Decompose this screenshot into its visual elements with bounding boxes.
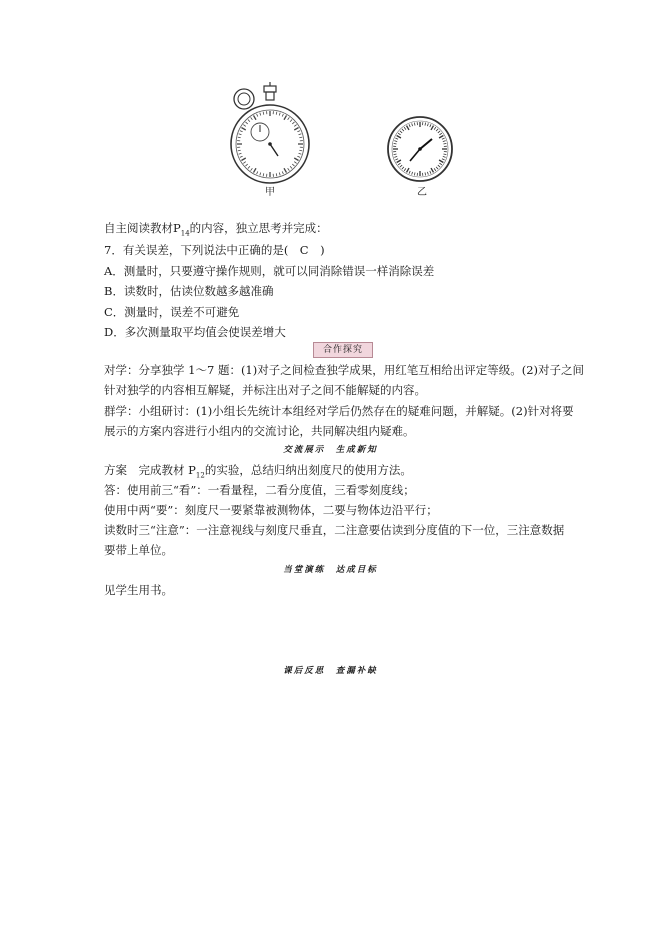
pair-study-line-2: 针对独学的内容相互解疑，并标注出对子之间不能解疑的内容。 <box>104 383 426 397</box>
option-d: D．多次测量取平均值会使误差增大 <box>104 325 286 339</box>
exchange-heading: 交流展示 生成新知 <box>283 445 378 455</box>
stopwatch-label: 甲 <box>265 187 275 198</box>
option-b: B．读数时，估读位数越多越准确 <box>104 284 274 298</box>
cooperative-badge: 合作探究 <box>313 342 373 358</box>
read-line-1: 读数时三“注意”：一注意视线与刻度尺垂直，二注意要估读到分度值的下一位，三注意数据 <box>104 523 565 537</box>
intro-text-b: 的内容，独立思考并完成： <box>189 221 328 235</box>
clock-figure <box>386 115 454 183</box>
clock-label: 乙 <box>417 187 427 198</box>
option-a: A．测量时，只要遵守操作规则，就可以同消除错误一样消除误差 <box>104 264 435 278</box>
plan-text-a: 方案 完成教材 P <box>104 463 196 477</box>
intro-subscript: 14 <box>180 229 190 238</box>
read-line-2: 要带上单位。 <box>104 543 173 557</box>
use-line: 使用中两“要”：刻度尺一要紧靠被测物体，二要与物体边沿平行； <box>104 503 438 517</box>
question-7: 7．有关误差，下列说法中正确的是( C ) <box>104 243 325 257</box>
group-study-line-2: 展示的方案内容进行小组内的交流讨论，共同解决组内疑难。 <box>104 424 415 438</box>
group-study-line-1: 群学：小组研讨：(1)小组长先统计本组经对学后仍然存在的疑难问题，并解疑。(2)针对将要 <box>104 404 574 418</box>
practice-text: 见学生用书。 <box>104 583 173 597</box>
plan-line <box>104 462 412 483</box>
plan-text-b: 的实验，总结归纳出刻度尺的使用方法。 <box>204 463 412 477</box>
intro-text-a: 自主阅读教材P <box>104 221 181 235</box>
answer-line: 答：使用前三“看”：一看量程，二看分度值，三看零刻度线； <box>104 483 415 497</box>
plan-subscript: 12 <box>195 471 205 480</box>
stopwatch-figure <box>226 82 316 194</box>
pair-study-line-1: 对学：分享独学 1～7 题：(1)对子之间检查独学成果，用红笔互相给出评定等级。(2)对子之间 <box>104 363 585 377</box>
option-c: C．测量时，误差不可避免 <box>104 305 240 319</box>
practice-heading: 当堂演练 达成目标 <box>283 565 378 575</box>
intro-line <box>104 220 328 241</box>
reflection-heading: 课后反思 查漏补缺 <box>283 666 378 676</box>
